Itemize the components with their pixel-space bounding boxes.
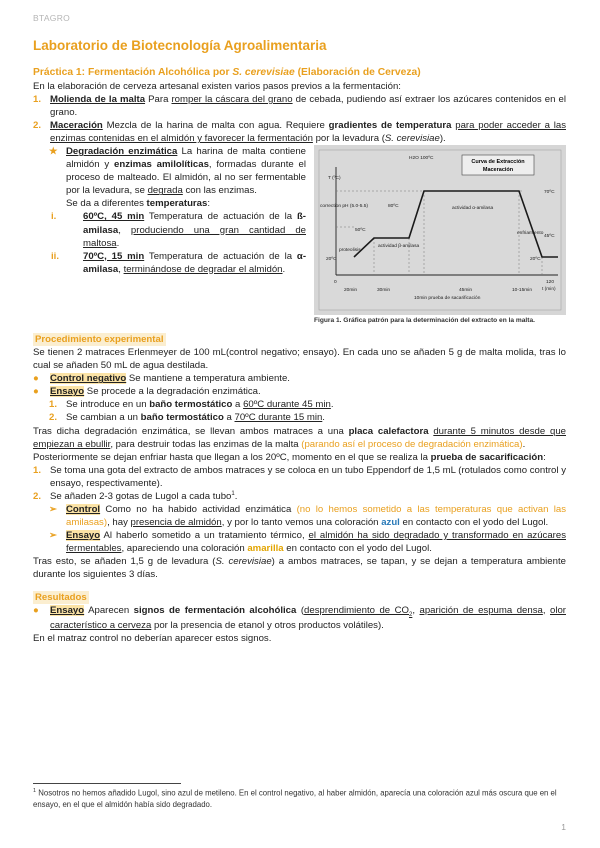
label-45c: 45ºC <box>544 234 555 240</box>
step-1-term: Molienda de la malta <box>50 94 146 106</box>
procedure-step-2: 2. Se cambian a un baño termostático a 70ºC durante 15 min. <box>49 412 325 424</box>
step-2: 2. Maceración Mezcla de la harina de malta con agua. Requiere gradientes de temperatura para poder acceder a las enzimas contenidas en el almidón y favorecer la fermentación por la levadura (S. cerevisiae). <box>33 120 566 145</box>
procedure-step-1: 1. Se introduce en un baño termostático a 60ºC durante 45 min. <box>49 399 334 411</box>
star-icon: ★ <box>49 146 58 158</box>
results-heading: Resultados <box>35 592 87 604</box>
x-tick-0: 0 <box>334 280 337 286</box>
temperature-item-2: ii. 70ºC, 15 min Temperatura de actuación de la α-amilasa, terminándose de degradar el almidón. <box>51 250 307 275</box>
document-header: BTAGRO <box>33 13 71 23</box>
result-ensayo: ➢ Ensayo Al haberlo sometido a un tratamiento térmico, el almidón ha sido degradado y transformado en azúcares fermentables, apareciendo una coloración amarilla en contacto con el yodo del Lugol. <box>49 530 566 555</box>
label-ph: correction pH (5.0-5.5) <box>320 204 368 210</box>
temperatures-line: Se da a diferentes temperaturas: <box>66 198 211 210</box>
result-control: ➢ Control Como no ha habido actividad enzimática (no lo hemos sometido a las temperaturas que activan las amilasas), hay presencia de almidón, y por lo tanto vemos una coloración azul en contacto con el yodo del Lugol. <box>49 503 566 529</box>
procedure-text-4: Tras esto, se añaden 1,5 g de levadura (S. cerevisiae) a ambos matraces, se tapan, y se dejan a temperatura ambiente durante los siguientes 3 días. <box>33 556 566 581</box>
label-beta-amylase: actividad β-amilasa <box>378 244 420 250</box>
procedure-text-1: Se tienen 2 matraces Erlenmeyer de 100 mL(control negativo; ensayo). En cada uno se añaden 5 g de malta molida, tras lo cual se añaden 50 mL de agua destilada. <box>33 347 566 372</box>
x-axis-label: t (min) <box>542 287 556 293</box>
label-saccharification: 10min prueba de sacarificación <box>414 296 481 302</box>
label-20c-right: 20ºC <box>530 257 541 263</box>
procedure-bullet-control: ● Control negativo Se mantiene a temperatura ambiente. <box>33 373 290 385</box>
results-text: En el matraz control no deberían aparecer estos signos. <box>33 633 272 645</box>
footnote-separator <box>33 783 181 784</box>
label-80c: 80ºC <box>388 204 399 210</box>
procedure-heading: Procedimiento experimental <box>35 334 164 346</box>
label-70c: 70ºC <box>544 190 555 196</box>
procedure-bullet-ensayo: ● Ensayo Se procede a la degradación enzimática. <box>33 386 261 398</box>
legend-line-1: Curva de Extracción <box>471 159 525 166</box>
step-1: 1. Molienda de la malta Para romper la cáscara del grano de cebada, pudiendo así extraer los azúcares contenidos en el grano. <box>33 94 566 119</box>
label-water: H2O 100ºC <box>409 156 434 162</box>
legend-line-2: Maceración <box>482 167 514 174</box>
results-bullet-ensayo: ● Ensayo Aparecen signos de fermentación alcohólica (desprendimiento de $CO_2$, aparición de espuma densa, olor característico a cerveza por la presencia de etanol y otros productos volátiles). <box>33 605 566 632</box>
page-body <box>33 66 566 645</box>
x-tick-120: 120 <box>546 280 555 286</box>
y-axis-label: T (ºC) <box>328 176 341 182</box>
degradation-item: ★ Degradación enzimática La harina de malta contiene almidón y enzimas amilolíticas, formadas durante el proceso de malteado. El almidón, al no ser fermentable por la levadura, se degrada con las enzimas. Se da a diferentes temperaturas: <box>33 145 566 210</box>
label-cooling: enfriamiento <box>517 231 544 237</box>
step-2-term: Maceración <box>50 120 103 132</box>
saccharification-step-1: 1. Se toma una gota del extracto de ambos matraces y se coloca en un tubo Eppendorf de 1,5 mL (rotulados como control y ensayo, respectivamente). <box>33 464 566 489</box>
label-45min: 45min <box>459 288 473 294</box>
practice-title: Práctica 1: Fermentación Alcohólica por S. cerevisiae (Elaboración de Cerveza) <box>33 67 421 78</box>
procedure-text-3: Posteriormente se dejan enfriar hasta que llegan a los 20ºC, momento en el que se realiza la prueba de sacarificación: <box>33 451 546 463</box>
procedure-text-2: Tras dicha degradación enzimática, se llevan ambos matraces a una placa calefactora durante 5 minutos desde que empiezan a ebullir, para destruir todas las enzimas de la malta (parando así el proceso de degradación enzimática). <box>33 425 566 450</box>
label-alpha-amylase: actividad α-amilasa <box>452 206 494 212</box>
label-20min: 20min <box>344 288 358 294</box>
footnote: $^1$ Nosotros no hemos añadido Lugol, sino azul de metileno. En el control negativo, al haber almidón, aparecía una coloración azul más oscura que en el ensayo, en el que el almidón había sido degradado. <box>33 788 557 809</box>
label-30min: 30min <box>377 288 391 294</box>
page-number: 1 <box>561 822 566 832</box>
temperature-item-1: i. 60ºC, 45 min Temperatura de actuación de la ß-amilasa, produciendo una gran cantidad de maltosa. <box>51 211 306 249</box>
intro-text: En la elaboración de cerveza artesanal existen varios pasos previos a la fermentación: <box>33 81 401 92</box>
label-50c: 50ºC <box>355 228 366 234</box>
degradation-term: Degradación enzimática <box>66 146 178 158</box>
figure-caption: Figura 1. Gráfica patrón para la determinación del extracto en la malta. <box>314 317 535 325</box>
saccharification-step-2: 2. Se añaden 2-3 gotas de Lugol a cada tubo$^1$. <box>33 490 238 502</box>
label-proteolisis: proteolisis <box>339 248 361 254</box>
label-20c-left: 20ºC <box>326 257 337 263</box>
document-title: Laboratorio de Biotecnología Agroalimentaria <box>33 38 327 53</box>
label-10-15min: 10-15min <box>512 288 532 294</box>
